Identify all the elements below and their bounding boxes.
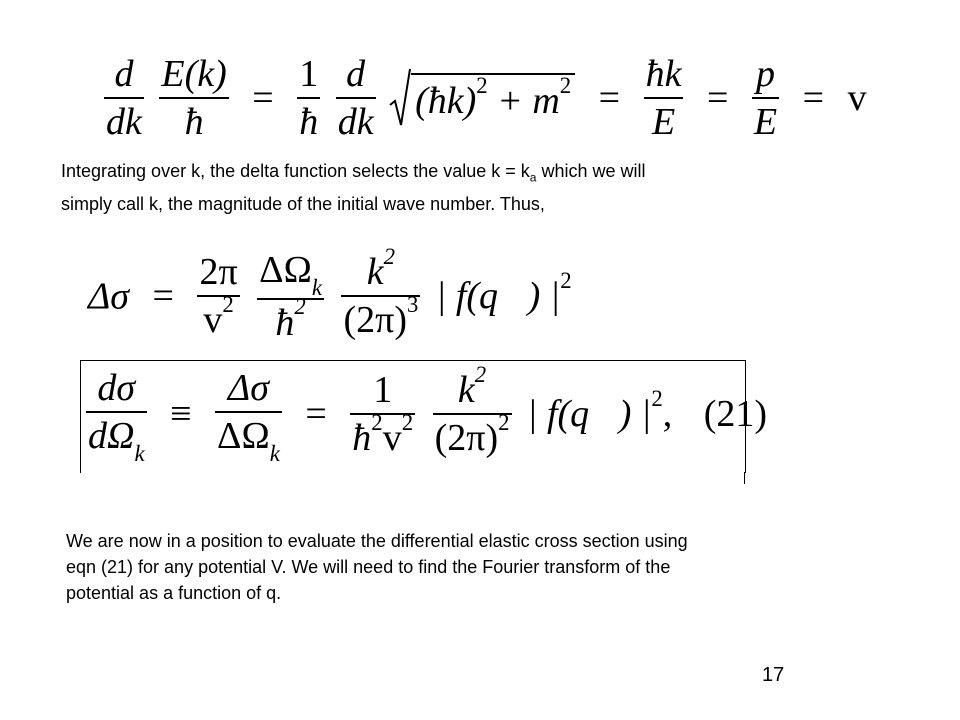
denominator: dk — [106, 101, 142, 143]
velocity-symbol: v — [847, 77, 867, 119]
fraction-Ek-hbar — [159, 52, 228, 144]
paragraph-line: Integrating over k, the delta function selects the value $k = k_a$ which we will — [61, 161, 646, 185]
equation-differential-cross-section — [86, 361, 768, 467]
denominator: $ħ^2$ — [275, 294, 306, 344]
denominator: $d\Omega_k$ — [88, 415, 145, 467]
radicand: (ħk)$^2$ + $m^2$ — [411, 73, 575, 123]
equals-sign: = — [802, 77, 825, 119]
numerator: d — [346, 53, 366, 95]
denominator: $(2\pi)^3$ — [343, 291, 419, 342]
equals-sign: = — [305, 393, 327, 436]
denominator: ħ — [184, 101, 204, 143]
numerator: 2π — [199, 251, 238, 294]
numerator: d — [114, 53, 134, 95]
equals-sign: = — [252, 77, 274, 119]
paragraph-line: potential as a function of q. — [66, 583, 282, 603]
paragraph-integration — [61, 158, 861, 217]
page-number: 17 — [762, 664, 785, 686]
lhs-delta-sigma: Δσ — [88, 275, 130, 318]
numerator: 1 — [373, 369, 393, 412]
paragraph-line: eqn (21) for any potential V. We will need to find the Fourier transform of the — [66, 557, 671, 577]
subscript-a: a — [529, 170, 537, 185]
fraction-d-dk — [104, 52, 144, 144]
radical-sign-icon — [389, 67, 411, 129]
fraction-Dsigma-DOmega — [215, 366, 282, 467]
box-edge — [744, 472, 745, 484]
denominator: $(2\pi)^2$ — [434, 409, 510, 460]
fraction-p-E — [752, 52, 779, 144]
paragraph-line: We are now in a position to evaluate the differential elastic cross section using — [66, 531, 688, 551]
numerator: dσ — [97, 367, 136, 409]
denominator: E — [651, 101, 676, 143]
fraction-dOmega-hbar2 — [257, 248, 324, 345]
numerator: $\Delta\Omega_k$ — [259, 249, 322, 301]
numerator: ħk — [645, 53, 682, 95]
numerator: p — [756, 53, 776, 95]
equation-number: (21) — [703, 393, 768, 436]
equivalence-sign: ≡ — [170, 393, 192, 436]
fraction-k2-2pi2 — [433, 361, 512, 460]
denominator: $ħ^2v^2$ — [352, 409, 414, 460]
fraction-1-hbar2v2 — [350, 368, 415, 460]
numerator: Δσ — [227, 367, 269, 409]
denominator: $\Delta\Omega_k$ — [217, 415, 280, 467]
numerator: $k^2$ — [366, 243, 396, 294]
numerator: $k^2$ — [457, 361, 487, 412]
equals-sign: = — [706, 77, 729, 119]
fraction-d-dk-2 — [336, 52, 376, 144]
numerator: E(k) — [161, 53, 227, 95]
paragraph-line: simply call k, the magnitude of the initial wave number. Thus, — [61, 193, 545, 214]
fraction-1-hbar — [297, 52, 320, 144]
fraction-2pi-v2 — [197, 250, 239, 342]
equals-sign: = — [598, 77, 621, 119]
equation-delta-sigma — [88, 243, 572, 345]
denominator: dk — [337, 101, 374, 143]
equation-group-velocity — [104, 52, 867, 144]
form-factor-abs: | f(q⃗) $|^2$ — [435, 267, 572, 318]
equals-sign: = — [152, 275, 174, 318]
denominator: E — [753, 101, 778, 143]
denominator: $v^2$ — [203, 291, 234, 342]
fraction-k2-2pi3 — [341, 243, 420, 342]
form-factor-abs: | f(q⃗) $|^2$, — [527, 385, 673, 436]
numerator: 1 — [299, 53, 319, 95]
denominator: ħ — [299, 101, 319, 143]
paragraph-evaluation — [66, 528, 906, 606]
fraction-dsigma-dOmega — [86, 366, 147, 467]
square-root — [389, 67, 575, 129]
fraction-hk-E — [644, 52, 684, 144]
